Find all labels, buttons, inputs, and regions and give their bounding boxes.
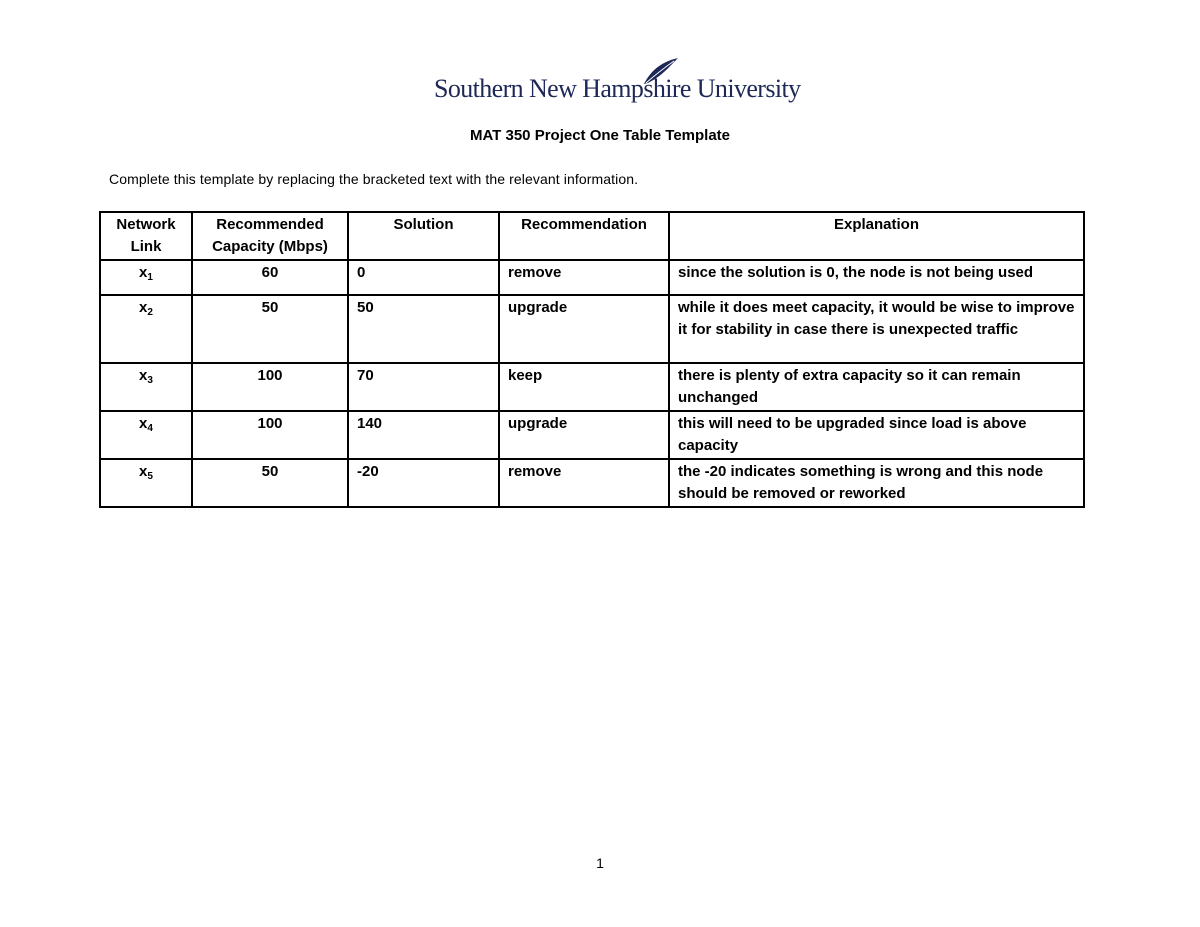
leaf-icon <box>640 56 680 86</box>
capacity-cell: 100 <box>192 411 348 459</box>
table-row <box>100 459 1084 507</box>
capacity-cell: 60 <box>192 260 348 295</box>
explanation-cell: this will need to be upgraded since load is above capacity <box>669 411 1084 459</box>
solution-cell: 50 <box>348 295 499 363</box>
recommendation-cell: remove <box>499 459 669 507</box>
solution-cell: 0 <box>348 260 499 295</box>
recommendation-cell: keep <box>499 363 669 411</box>
document-title: MAT 350 Project One Table Template <box>469 127 731 144</box>
header-solution: Solution <box>348 212 499 260</box>
table-row <box>100 260 1084 295</box>
capacity-cell: 50 <box>192 459 348 507</box>
explanation-cell: since the solution is 0, the node is not being used <box>669 260 1084 295</box>
table-row <box>100 363 1084 411</box>
network-link-cell: $x_1$ <box>100 260 192 295</box>
solution-cell: 70 <box>348 363 499 411</box>
network-link-table <box>99 211 1085 508</box>
table-row <box>100 411 1084 459</box>
explanation-cell: the -20 indicates something is wrong and this node should be removed or reworked <box>669 459 1084 507</box>
network-link-cell: $x_3$ <box>100 363 192 411</box>
solution-cell: -20 <box>348 459 499 507</box>
header-recommendation: Recommendation <box>499 212 669 260</box>
capacity-cell: 50 <box>192 295 348 363</box>
table-row <box>100 295 1084 363</box>
header-recommended-capacity: Recommended Capacity (Mbps) <box>192 212 348 260</box>
university-logo <box>434 56 801 108</box>
recommendation-cell: upgrade <box>499 295 669 363</box>
capacity-cell: 100 <box>192 363 348 411</box>
explanation-cell: there is plenty of extra capacity so it can remain unchanged <box>669 363 1084 411</box>
logo-text: Southern New Hampshire University <box>434 74 801 103</box>
table-header-row <box>100 212 1084 260</box>
recommendation-cell: remove <box>499 260 669 295</box>
solution-cell: 140 <box>348 411 499 459</box>
header-explanation: Explanation <box>669 212 1084 260</box>
network-link-cell: $x_4$ <box>100 411 192 459</box>
recommendation-cell: upgrade <box>499 411 669 459</box>
network-link-cell: $x_2$ <box>100 295 192 363</box>
header-network-link: Network Link <box>100 212 192 260</box>
page-number: 1 <box>596 855 604 871</box>
explanation-cell: while it does meet capacity, it would be wise to improve it for stability in case there is unexpected traffic <box>669 295 1084 363</box>
instructions-text: Complete this template by replacing the bracketed text with the relevant information. <box>109 171 639 187</box>
network-link-cell: $x_5$ <box>100 459 192 507</box>
